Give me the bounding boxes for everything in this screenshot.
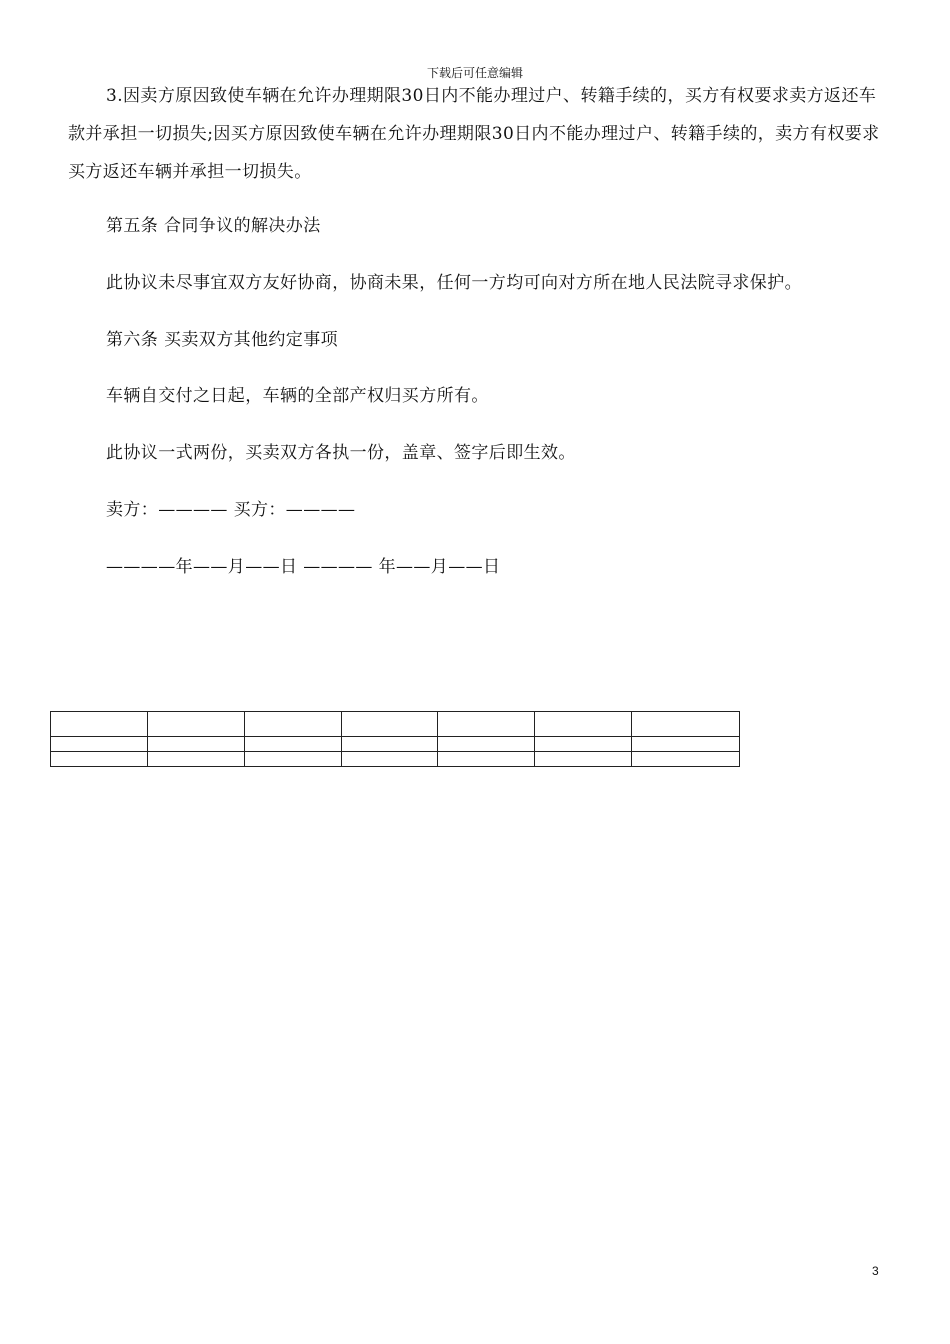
table-cell <box>341 737 438 752</box>
table-cell <box>51 752 148 767</box>
table-cell <box>438 712 535 737</box>
section-5-title: 第五条 合同争议的解决办法 <box>106 216 321 236</box>
section-6-title: 第六条 买卖双方其他约定事项 <box>106 330 339 350</box>
table-cell <box>147 712 244 737</box>
table-cell <box>244 737 341 752</box>
table-row <box>51 712 740 737</box>
table-cell <box>51 737 148 752</box>
page-number: 3 <box>872 1264 879 1278</box>
table-cell <box>51 712 148 737</box>
table-cell <box>632 712 740 737</box>
table-cell <box>147 752 244 767</box>
date-line: ————年——月——日 ———— 年——月——日 <box>106 557 501 577</box>
table-cell <box>147 737 244 752</box>
table-cell <box>438 737 535 752</box>
table-cell <box>438 752 535 767</box>
table-cell <box>244 712 341 737</box>
section-5-text: 此协议未尽事宜双方友好协商，协商未果，任何一方均可向对方所在地人民法院寻求保护。 <box>106 273 802 293</box>
signature-line: 卖方：———— 买方：———— <box>106 500 356 520</box>
table-cell <box>535 752 632 767</box>
table-cell <box>341 712 438 737</box>
table-cell <box>632 752 740 767</box>
table-cell <box>535 737 632 752</box>
section-6-text-copies: 此协议一式两份，买卖双方各执一份，盖章、签字后即生效。 <box>106 443 576 463</box>
table-cell <box>244 752 341 767</box>
table-row <box>51 737 740 752</box>
blank-table <box>50 711 740 767</box>
page-header: 下载后可任意编辑 <box>426 66 523 80</box>
section-6-text-ownership: 车辆自交付之日起，车辆的全部产权归买方所有。 <box>106 386 489 406</box>
clause-3-paragraph: 3.因卖方原因致使车辆在允许办理期限30日内不能办理过户、转籍手续的，买方有权要求卖方返还车款并承担一切损失;因买方原因致使车辆在允许办理期限30日内不能办理过户、转籍手续的，卖方有权要求买方返还车辆并承担一切损失。 <box>68 86 880 182</box>
table-cell <box>535 712 632 737</box>
table-row <box>51 752 740 767</box>
table-cell <box>341 752 438 767</box>
table-cell <box>632 737 740 752</box>
